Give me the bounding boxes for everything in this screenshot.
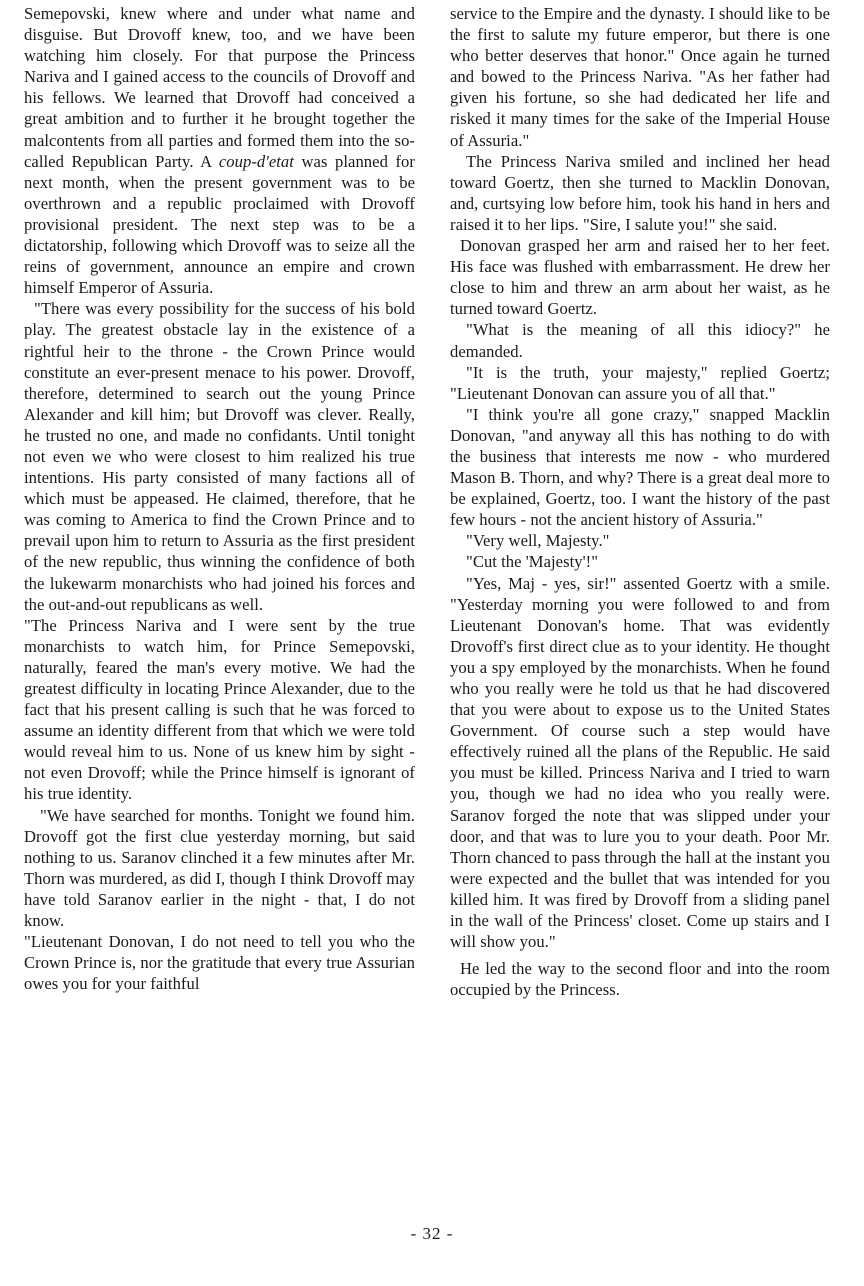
paragraph: "We have searched for months. Tonight we found him. Drovoff got the first clue yesterday morning, but said nothing to us. Saranov clinched it a few minutes after Mr. Thorn was murdered, as did I, though I think Drovoff may have told Saranov earlier in the night - that, I do not know. [24, 805, 415, 931]
paragraph: "Very well, Majesty." [466, 531, 610, 551]
left-column [24, 3, 415, 994]
paragraph: "It is the truth, your majesty," replied Goertz; "Lieutenant Donovan can assure you of all that." [450, 362, 830, 403]
paragraph: The Princess Nariva smiled and inclined her head toward Goertz, then she turned to Macklin Donovan, and, curtsying low before him, took his hand in hers and raised it to her lips. "Sire, I salute you!" she said. [450, 151, 830, 234]
right-column [450, 3, 830, 1000]
paragraph: "The Princess Nariva and I were sent by the true monarchists to watch him, for Prince Semepovski, naturally, feared the man's every motive. We had the greatest difficulty in locating Prince Alexander, due to the fact that his present calling is such that he was forced to assume an identity different from that which we were told would reveal him to us. None of us knew him by sight - not even Drovoff; while the Prince himself is ignorant of his true identity. [24, 615, 415, 804]
paragraph: "I think you're all gone crazy," snapped Macklin Donovan, "and anyway all this has nothing to do with the business that interests me now - who murdered Mason B. Thorn, and why? There is a great deal more to be explained, Goertz, too. I want the history of the past few hours - not the ancient history of Assuria." [450, 404, 830, 530]
paragraph: "Yes, Maj - yes, sir!" assented Goertz with a smile. "Yesterday morning you were followed to and from Lieutenant Donovan's home. That was evidently Drovoff's first direct clue as to your identity. He thought you a spy employed by the monarchists. When he found who you really were he told us that he had discovered that you were about to expose us to the United States Government. Of course such a step would have effectively ruined all the plans of the Republic. He said you must be killed. Princess Nariva and I tried to warn you, though we had no idea who you really were. Saranov forged the note that was slipped under your door, and that was to lure you to your death. Poor Mr. Thorn chanced to pass through the hall at the instant you were expected and the bullet that was intended for you killed him. It was fired by Drovoff from a sliding panel in the wall of the Princess' closet. Come up stairs and I will show you." [450, 573, 830, 952]
paragraph: "Lieutenant Donovan, I do not need to tell you who the Crown Prince is, nor the gratitude that every true Assurian owes you for your faithful [24, 932, 415, 994]
paragraph: service to the Empire and the dynasty. I should like to be the first to salute my future emperor, but there is one who better deserves that honor." Once again he turned and bowed to the Princess Nariva. "As her father had given his fortune, so she had dedicated her life and risked it many times for the sake of the Imperial House of Assuria." [450, 4, 830, 150]
paragraph: "There was every possibility for the success of his bold play. The greatest obstacle lay in the existence of a rightful heir to the throne - the Crown Prince would constitute an ever-present menace to his power. Drovoff, therefore, determined to search out the young Prince Alexander and kill him; but Drovoff was clever. Really, he trusted no one, and made no confidants. Until tonight not even we who were closest to him realized his true intentions. His party consisted of many factions all of which must be appeased. He claimed, therefore, that he was coming to America to find the Crown Prince and to prevail upon him to return to Assuria as the first president of the new republic, thus winning the confidence of both the lukewarm monarchists who had joined his forces and the out-and-out republicans as well. [24, 299, 415, 614]
paragraph: "Cut the 'Majesty'!" [466, 552, 599, 572]
paragraph-text: was planned for next month, when the present government was to be overthrown and a republic proclaimed with Drovoff provisional president. The next step was to be a dictatorship, following which Drovoff was to seize all the reins of government, announce an empire and crown himself Emperor of Assuria. [24, 151, 415, 298]
italic-phrase: coup-d'etat [218, 151, 294, 171]
paragraph: "What is the meaning of all this idiocy?" he demanded. [450, 320, 830, 361]
page-number: - 32 - [410, 1224, 454, 1243]
paragraph: Donovan grasped her arm and raised her to her feet. His face was flushed with embarrassment. He drew her close to him and threw an arm about her waist, as he turned toward Goertz. [450, 236, 830, 319]
paragraph [24, 3, 415, 298]
paragraph-text: Semepovski, knew where and under what name and disguise. But Drovoff knew, too, and we have been watching him closely. For that purpose the Princess Nariva and I gained access to the councils of Drovoff and his fellows. We learned that Drovoff had conceived a great ambition and to further it he brought together the malcontents from all parties and formed them into the so-called Republican Party. A [24, 4, 415, 171]
paragraph: He led the way to the second floor and into the room occupied by the Princess. [450, 959, 830, 1000]
